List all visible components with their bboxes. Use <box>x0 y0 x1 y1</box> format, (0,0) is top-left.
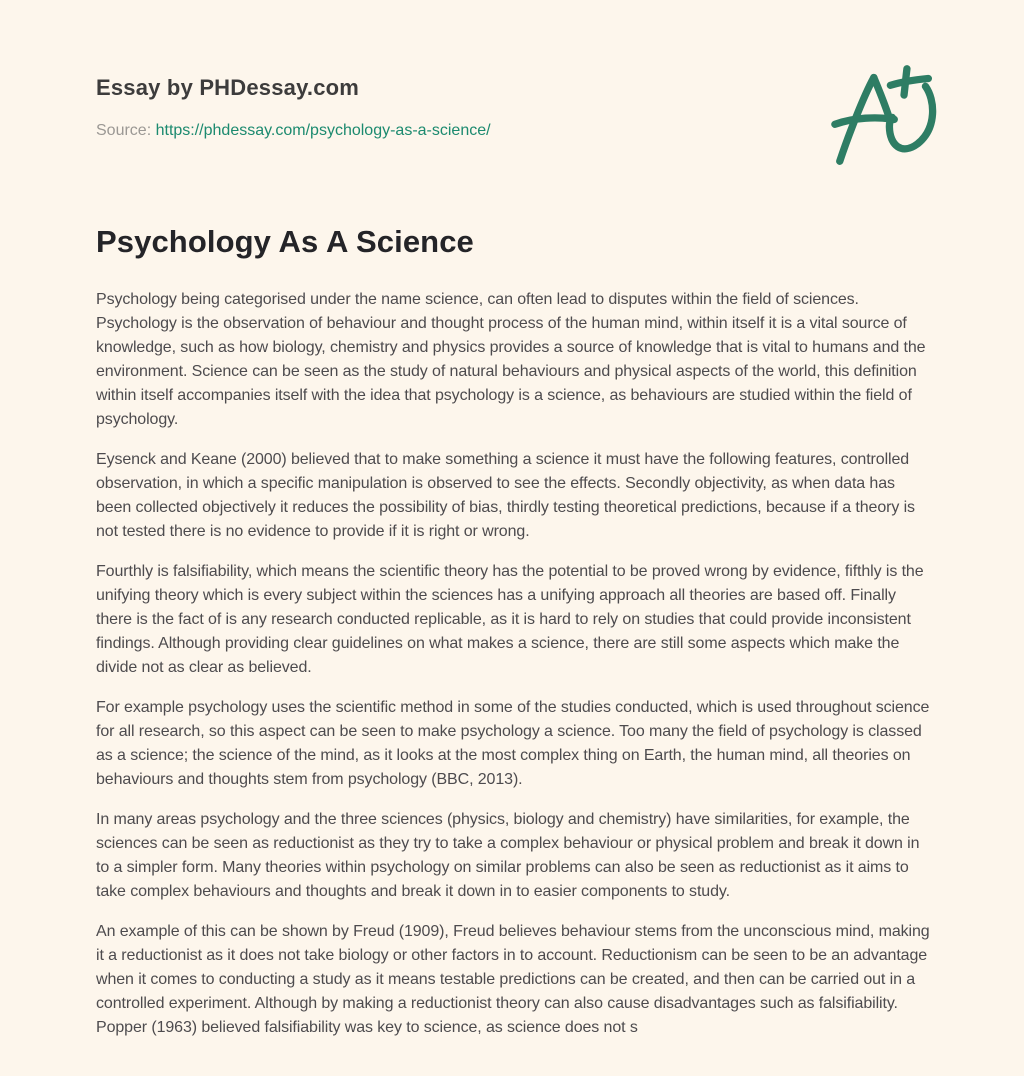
essay-paragraph-5: In many areas psychology and the three sciences (physics, biology and chemistry) have similarities, for example, the sciences can be seen as reductionist as they try to take a complex behaviour or physical problem and break it down in to a simpler form. Many theories within psychology on similar problems can also be seen as reductionist as it aims to take complex behaviours and thoughts and break it down in to easier components to study. <box>96 811 920 900</box>
source-line <box>96 120 928 142</box>
aplus-logo-icon <box>830 60 942 172</box>
source-label: Source: <box>96 122 152 139</box>
essay-paragraph-4: For example psychology uses the scientific method in some of the studies conducted, which is used throughout science for all research, so this aspect can be seen to make psychology a science. Too many the field of psychology is classed as a science; the science of the mind, as it looks at the most complex thing on Earth, the human mind, all theories on behaviours and thoughts stem from psychology (BBC, 2013). <box>96 699 930 788</box>
essay-paragraph-1: Psychology being categorised under the name science, can often lead to disputes within the field of sciences. Psychology is the observation of behaviour and thought process of the human mind, within itself it is a vital source of knowledge, such as how biology, chemistry and physics provides a source of knowledge that is vital to humans and the environment. Science can be seen as the study of natural behaviours and physical aspects of the world, this definition within itself accompanies itself with the idea that psychology is a science, as behaviours are studied within the field of psychology. <box>96 291 926 428</box>
essay-body <box>96 288 928 1040</box>
essay-paragraph-2: Eysenck and Keane (2000) believed that to make something a science it must have the following features, controlled observation, in which a specific manipulation is observed to see the effects. Secondly objectivity, as when data has been collected objectively it reduces the possibility of bias, thirdly testing theoretical predictions, because if a theory is not tested there is no evidence to provide if it is right or wrong. <box>96 451 915 540</box>
site-title: Essay by PHDessay.com <box>96 75 360 100</box>
source-link[interactable]: https://phdessay.com/psychology-as-a-science/ <box>155 122 491 139</box>
essay-paragraph-3: Fourthly is falsifiability, which means the scientific theory has the potential to be proved wrong by evidence, fifthly is the unifying theory which is every subject within the sciences has a unifying approach all theories are based off. Finally there is the fact of is any research conducted replicable, as it is hard to rely on studies that could provide inconsistent findings. Although providing clear guidelines on what makes a science, there are still some aspects which make the divide not as clear as believed. <box>96 563 924 676</box>
page-header <box>96 74 928 142</box>
essay-paragraph-6: An example of this can be shown by Freud (1909), Freud believes behaviour stems from the unconscious mind, making it a reductionist as it does not take biology or other factors in to account. Reductionism can be seen to be an advantage when it comes to conducting a study as it means testable predictions can be created, and then can be carried out in a controlled experiment. Although by making a reductionist theory can also cause disadvantages such as falsifiability. Popper (1963) believed falsifiability was key to science, as science does not s <box>96 923 930 1036</box>
essay-title: Psychology As A Science <box>96 224 474 259</box>
